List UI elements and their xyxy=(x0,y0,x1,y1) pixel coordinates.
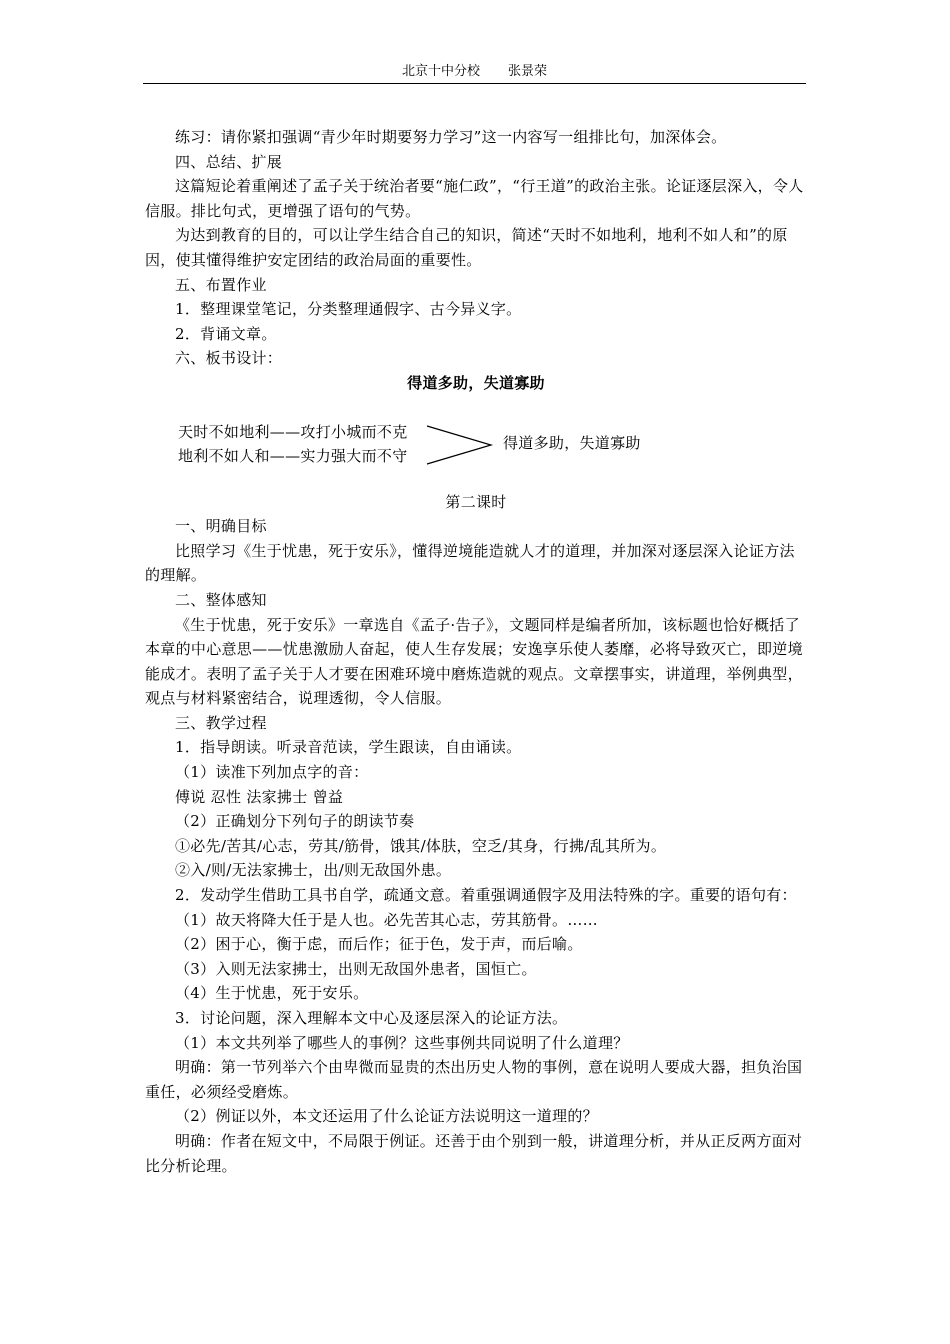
step-1-words: 傅说 忍性 法家拂士 曾益 xyxy=(175,787,344,806)
step-1-b2: ②入/则/无法家拂士，出/则无敌国外患。 xyxy=(175,861,452,880)
step-2-item-1: （1）故天将降大任于是人也。必先苦其心志，劳其筋骨。…… xyxy=(175,910,598,929)
homework-1: 1．整理课堂笔记，分类整理通假字、古今异义字。 xyxy=(175,300,522,319)
header-author: 张景荣 xyxy=(508,64,548,79)
section-4-title: 四、总结、扩展 xyxy=(175,152,283,171)
lesson-2-s1-title: 一、明确目标 xyxy=(175,517,267,536)
board-conclusion: 得道多助，失道寡助 xyxy=(503,433,641,452)
section-4-paragraph-2: 为达到教育的目的，可以让学生结合自己的知识，简述“天时不如地利，地利不如人和”的原因，使其懂得维护安定团结的政治局面的重要性。 xyxy=(145,226,788,269)
step-2-item-3: （3）入则无法家拂士，出则无敌国外患者，国恒亡。 xyxy=(175,959,537,978)
question-2: （2）例证以外，本文还运用了什么论证方法说明这一道理的？ xyxy=(175,1107,598,1126)
page-header xyxy=(143,62,806,84)
question-1: （1）本文共列举了哪些人的事例？这些事例共同说明了什么道理？ xyxy=(175,1033,629,1052)
step-2-item-4: （4）生于忧患，死于安乐。 xyxy=(175,984,369,1003)
step-2: 2．发动学生借助工具书自学，疏通文意。着重强调通假字及用法特殊的字。重要的语句有： xyxy=(175,886,797,905)
board-left-lines xyxy=(178,420,408,469)
answer-2: 明确：作者在短文中，不局限于例证。还善于由个别到一般，讲道理分析，并从正反两方面对比分析论理。 xyxy=(145,1131,803,1175)
board-line-1: 天时不如地利——攻打小城而不克 xyxy=(178,422,408,441)
board-design xyxy=(145,406,807,484)
section-5-title: 五、布置作业 xyxy=(175,275,267,294)
homework-2: 2．背诵文章。 xyxy=(175,324,277,343)
document-body xyxy=(145,125,807,1178)
lesson-2-s2-title: 二、整体感知 xyxy=(175,590,267,609)
lesson-2-s3-title: 三、教学过程 xyxy=(175,713,267,732)
exercise-paragraph: 练习：请你紧扣强调“青少年时期要努力学习”这一内容写一组排比句，加深体会。 xyxy=(175,128,727,146)
section-4-paragraph-1: 这篇短论着重阐述了孟子关于统治者要“施仁政”，“行王道”的政治主张。论证逐层深入，令人信服。排比句式，更增强了语句的气势。 xyxy=(145,177,804,220)
step-1-b: （2）正确划分下列句子的朗读节奏 xyxy=(175,812,415,831)
board-line-2: 地利不如人和——实力强大而不守 xyxy=(178,447,408,466)
lesson-2-title: 第二课时 xyxy=(445,492,507,511)
step-1-b1: ①必先/苦其/心志，劳其/筋骨，饿其/体肤，空乏/其身，行拂/乱其所为。 xyxy=(175,836,667,855)
board-bracket-arrow xyxy=(425,424,495,468)
step-3: 3．讨论问题，深入理解本文中心及逐层深入的论证方法。 xyxy=(175,1009,568,1027)
lesson-2-s1-paragraph: 比照学习《生于忧患，死于安乐》，懂得逆境能造就人才的道理，并加深对逐层深入论证方法的理解。 xyxy=(145,541,795,585)
step-1-a: （1）读准下列加点字的音： xyxy=(175,763,369,782)
lesson-2-s2-paragraph: 《生于忧患，死于安乐》一章选自《孟子·告子》，文题同样是编者所加，该标题也恰好概括了本章的中心意思——忧患激励人奋起，使人生存发展；安逸享乐使人萎靡，必将导致灭亡，即逆境能成才。表明了孟子关于人才要在困难环境中磨炼造就的观点。文章摆事实，讲道理，举例典型，观点与材料紧密结合，说理透彻，令人信服。 xyxy=(145,615,803,708)
header-school: 北京十中分校 xyxy=(401,64,480,79)
answer-1: 明确：第一节列举六个由卑微而显贵的杰出历史人物的事例，意在说明人要成大器，担负治国重任，必须经受磨炼。 xyxy=(145,1058,803,1101)
step-2-item-2: （2）困于心，衡于虑，而后作；征于色，发于声，而后喻。 xyxy=(175,935,583,954)
board-title: 得道多助，失道寡助 xyxy=(407,373,545,392)
step-1: 1．指导朗读。听录音范读，学生跟读，自由诵读。 xyxy=(175,738,522,757)
section-6-title: 六、板书设计： xyxy=(175,349,283,368)
